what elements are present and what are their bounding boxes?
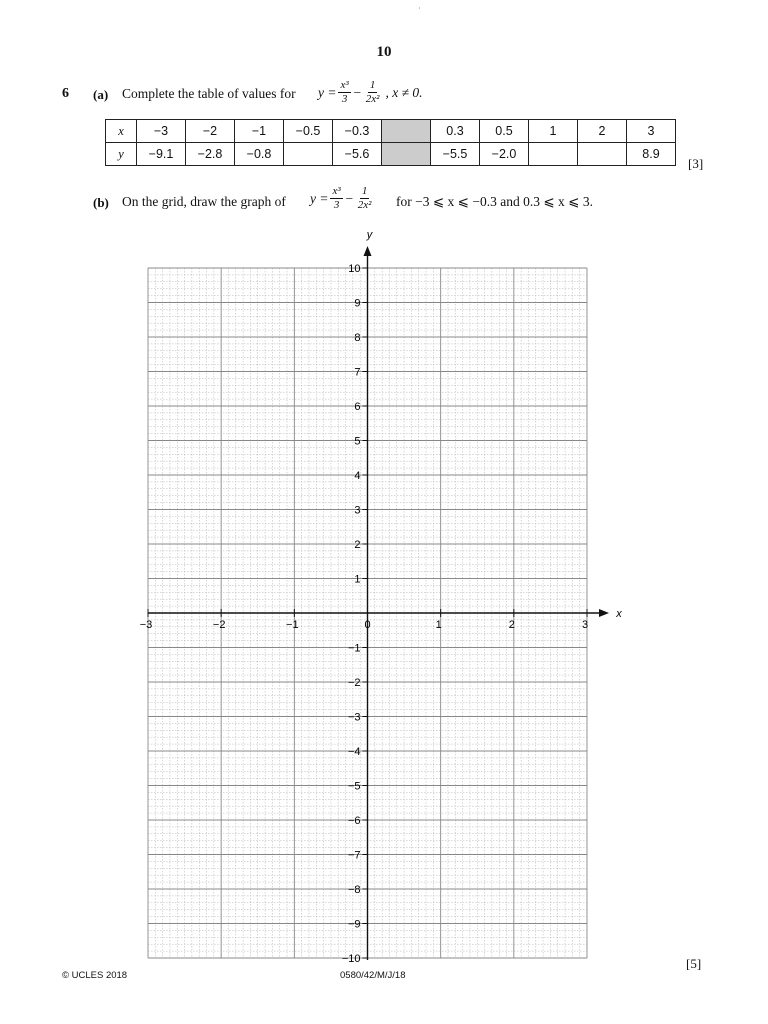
y-axis-arrow (364, 246, 372, 256)
x-tick-label: 3 (581, 619, 589, 631)
x-cell: 0.5 (480, 120, 529, 143)
marks-b: [5] (686, 956, 702, 971)
x-cell: −0.5 (284, 120, 333, 143)
y-cell: −2.0 (480, 143, 529, 166)
x-tick-label: 0 (364, 619, 371, 631)
x-cell: −3 (137, 120, 186, 143)
y-cell: −9.1 (137, 143, 186, 166)
footer-copyright: © UCLES 2018 (62, 970, 128, 981)
y-cell: 8.9 (627, 143, 676, 166)
y-header-cell: y (106, 143, 137, 166)
y-cell: −5.5 (431, 143, 480, 166)
x-cell: −0.3 (333, 120, 382, 143)
y-tick-label: 8 (354, 332, 361, 344)
y-axis-label: y (366, 229, 373, 241)
page-dot: · (418, 4, 421, 13)
y-tick-label: 4 (354, 470, 361, 482)
y-tick-label: −9 (347, 918, 361, 931)
y-tick-label: −4 (347, 746, 361, 758)
y-cell: −0.8 (235, 143, 284, 166)
x-tick-label: −3 (139, 619, 153, 631)
x-axis-arrow (599, 609, 609, 617)
y-tick-label: −2 (347, 677, 361, 689)
part-b-equation: y = $\frac{\text{x³}}{3}$ − $\frac{1}{\text{2x²}}$ (310, 185, 372, 211)
x-cell: −2 (186, 120, 235, 143)
footer-code: 0580/42/M/J/18 (340, 970, 406, 981)
part-b-instruction: On the grid, draw the graph of (122, 194, 286, 209)
part-b-range: for −3 ⩽ x ⩽ −0.3 and 0.3 ⩽ x ⩽ 3. (396, 194, 593, 209)
y-tick-label: −7 (347, 849, 361, 862)
y-tick-label: 1 (354, 573, 361, 586)
x-tick-label: −2 (212, 619, 226, 631)
y-tick-label: −5 (347, 780, 361, 793)
y-tick-label: −8 (347, 884, 361, 896)
x-cell: 1 (529, 120, 578, 143)
y-cell: −5.6 (333, 143, 382, 166)
x-cell: 3 (627, 120, 676, 143)
x-header-cell: x (106, 120, 137, 143)
x-cell: −1 (235, 120, 284, 143)
x-tick-label: −1 (286, 619, 299, 631)
y-tick-label: 5 (354, 435, 361, 448)
y-tick-label: 3 (354, 504, 361, 517)
y-tick-label: 9 (354, 297, 361, 310)
y-tick-label: −6 (347, 815, 361, 827)
part-a-instruction: Complete the table of values for (122, 86, 296, 101)
question-number: 6 (62, 86, 69, 101)
y-cell: −2.8 (186, 143, 235, 166)
part-a-equation: y = $\frac{\text{x³}}{3}$ − $\frac{1}{\text{2x²}}$ , x ≠ 0. (318, 79, 423, 105)
marks-a: [3] (688, 156, 704, 171)
y-tick-label: −3 (347, 711, 361, 724)
y-tick-label: −10 (341, 953, 361, 965)
page-number: 10 (376, 44, 392, 60)
y-tick-label: −1 (347, 642, 361, 655)
x-tick-label: 1 (435, 619, 442, 631)
part-b-label: (b) (93, 195, 109, 210)
y-tick-label: 2 (354, 539, 361, 551)
part-a-label: (a) (93, 87, 109, 102)
axes (148, 246, 609, 960)
x-axis-label: x (616, 608, 622, 620)
y-tick-label: 7 (354, 366, 361, 379)
y-tick-label: 6 (354, 401, 361, 413)
y-tick-label: 10 (348, 263, 361, 275)
x-tick-label: 2 (508, 619, 515, 631)
x-cell: 2 (578, 120, 627, 143)
x-cell: 0.3 (431, 120, 480, 143)
